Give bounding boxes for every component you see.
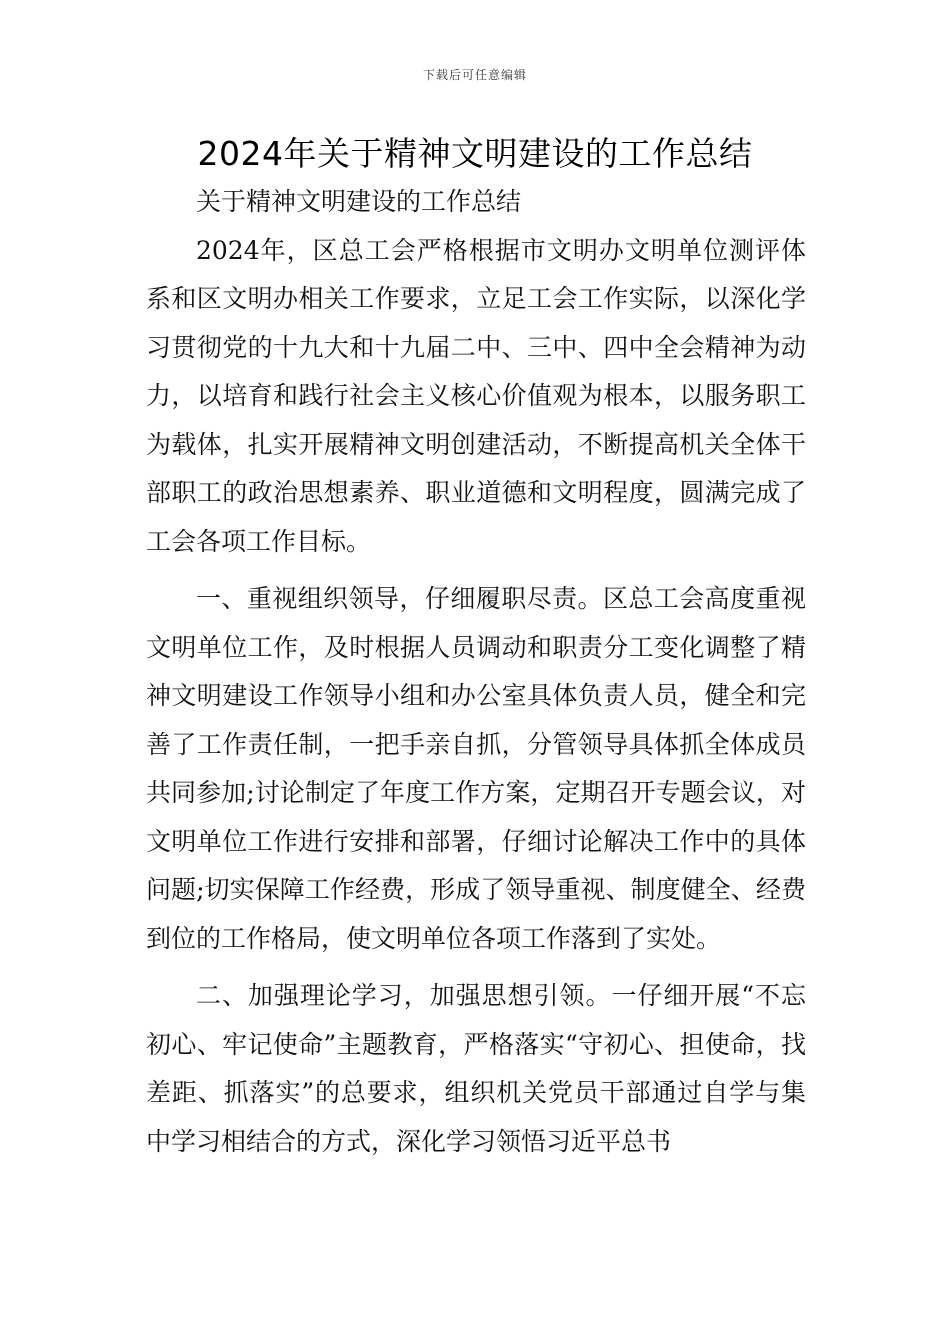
paragraph-section-1: 一、重视组织领导，仔细履职尽责。区总工会高度重视文明单位工作，及时根据人员调动和职责分工变化调整了精神文明建设工作领导小组和办公室具体负责人员，健全和完善了工作责任制，一把手亲自抓，分管领导具体抓全体成员共同参加;讨论制定了年度工作方案，定期召开专题会议，对文明单位工作进行安排和部署，仔细讨论解决工作中的具体问题;切实保障工作经费，形成了领导重视、制度健全、经费到位的工作格局，使文明单位各项工作落到了实处。 bbox=[146, 584, 806, 953]
document-subtitle: 关于精神文明建设的工作总结 bbox=[196, 187, 522, 216]
header-note: 下载后可任意编辑 bbox=[422, 68, 527, 82]
document-title: 2024年关于精神文明建设的工作总结 bbox=[197, 134, 753, 173]
paragraph-intro: 2024年，区总工会严格根据市文明办文明单位测评体系和区文明办相关工作要求，立足工会工作实际，以深化学习贯彻党的十九大和十九届二中、三中、四中全会精神为动力，以培育和践行社会主义核心价值观为根本，以服务职工为载体，扎实开展精神文明创建活动，不断提高机关全体干部职工的政治思想素养、职业道德和文明程度，圆满完成了工会各项工作目标。 bbox=[146, 235, 806, 556]
paragraph-section-2: 二、加强理论学习，加强思想引领。一仔细开展“不忘初心、牢记使命”主题教育，严格落实“守初心、担使命，找差距、抓落实”的总要求，组织机关党员干部通过自学与集中学习相结合的方式，深化学习领悟习近平总书 bbox=[146, 981, 806, 1156]
document-body bbox=[146, 178, 806, 1166]
